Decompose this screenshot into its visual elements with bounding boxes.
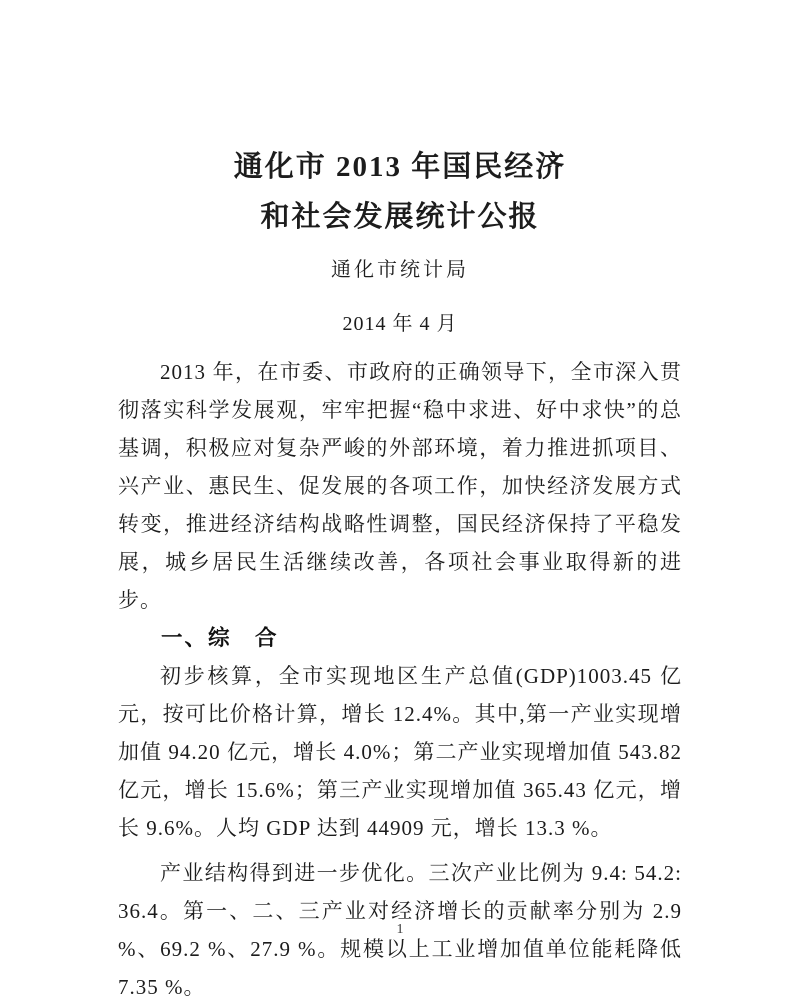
issuing-agency: 通化市统计局 [331, 259, 469, 281]
document-title-line-1: 通化市 2013 年国民经济 [233, 151, 567, 183]
page-number: 1 [396, 922, 404, 937]
gdp-paragraph: 初步核算，全市实现地区生产总值(GDP)1003.45 亿元，按可比价格计算，增长 12.4%。其中,第一产业实现增加值 94.20 亿元，增长 4.0%；第二产业实现增加值 543.82 亿元，增长 15.6%；第三产业实现增加值 365.43 亿元，增长 9.6%。人均 GDP 达到 44909 元，增长 13.3 %。 [118, 664, 682, 840]
industry-structure-paragraph: 产业结构得到进一步优化。三次产业比例为 9.4: 54.2: 36.4。第一、二、三产业对经济增长的贡献率分别为 2.9 %、69.2 %、27.9 %。规模以上工业增加值单位能耗降低 7.35 %。 [118, 861, 682, 999]
section-heading-overview: 一、综 合 [161, 626, 279, 650]
document-title [118, 142, 682, 242]
document-title-line-2: 和社会发展统计公报 [260, 201, 540, 233]
intro-paragraph: 2013 年，在市委、市政府的正确领导下，全市深入贯彻落实科学发展观，牢牢把握“稳中求进、好中求快”的总基调，积极应对复杂严峻的外部环境，着力推进抓项目、兴产业、惠民生、促发展的各项工作，加快经济发展方式转变，推进经济结构战略性调整，国民经济保持了平稳发展，城乡居民生活继续改善，各项社会事业取得新的进步。 [118, 360, 682, 612]
publish-date: 2014 年 4 月 [342, 313, 458, 335]
